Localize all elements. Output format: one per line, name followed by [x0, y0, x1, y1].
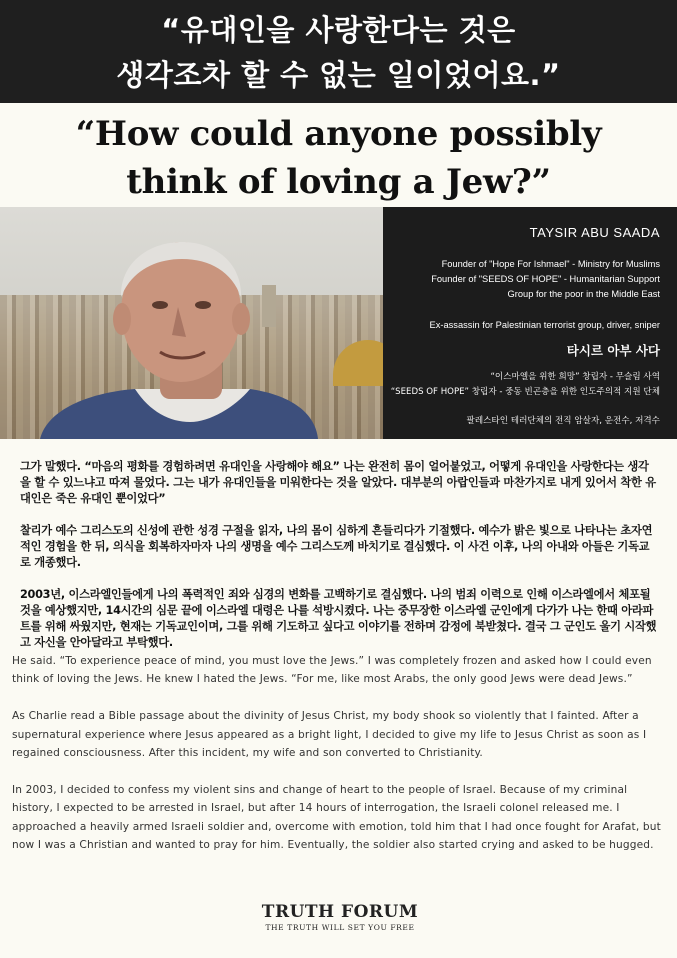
profile-role-en: Group for the poor in the Middle East [507, 289, 660, 299]
korean-testimony [20, 459, 658, 667]
profile-roles-kr [375, 370, 660, 399]
korean-paragraph: 그가 말했다. “마음의 평화를 경험하려면 유대인을 사랑해야 해요” 나는 완전히 몸이 얼어붙었고, 어떻게 유대인을 사랑한다는 생각을 할 수 있느냐고 따져 물었다. 그는 내가 유대인들을 미워한다는 것을 알았다. 대부분의 아랍인들과 마찬가지로 내게 있어서 착한 유대인은 죽은 유대인 뿐이었다” [20, 460, 656, 505]
profile-name-kr: 타시르 아부 사다 [566, 343, 660, 358]
english-paragraph: He said. “To experience peace of mind, you must love the Jews.” I was completely frozen and asked how I could even think of loving the Jews. He knew I hated the Jews. “For me, like most Arabs, the only good Jews were dead Jews.” [12, 655, 652, 686]
profile-past-en: Ex-assassin for Palestinian terrorist group, driver, sniper [429, 320, 660, 330]
profile-past-kr: 팔레스타인 테러단체의 전직 암살자, 운전수, 저격수 [466, 416, 660, 426]
korean-paragraph: 찰리가 예수 그리스도의 신성에 관한 성경 구절을 읽자, 나의 몸이 심하게 흔들리다가 기절했다. 예수가 밝은 빛으로 나타나는 초자연적인 경험을 한 뒤, 의식을 회복하자마자 나의 생명을 예수 그리스도께 바치기로 결심했다. 이 사건 이후, 나의 아내와 아들은 기독교로 개종했다. [20, 524, 653, 569]
profile-role-en: Founder of "SEEDS OF HOPE" - Humanitarian Support [431, 274, 660, 284]
english-title [0, 110, 677, 206]
profile-band [0, 207, 677, 439]
korean-title-line-1: “유대인을 사랑한다는 것은 [161, 13, 516, 47]
truth-forum-logo [240, 902, 440, 934]
korean-title [0, 0, 677, 98]
logo-tagline: THE TRUTH WILL SET YOU FREE [265, 923, 415, 932]
english-title-line-2: think of loving a Jew?” [126, 162, 551, 202]
english-title-line-1: “How could anyone possibly [75, 114, 602, 154]
english-paragraph: As Charlie read a Bible passage about the divinity of Jesus Christ, my body shook so violently that I fainted. After a supernatural experience where Jesus appeared as a bright light, I decided to give my life to Jesus Christ as soon as I regained consciousness. After this incident, my wife and son converted to Christianity. [12, 710, 647, 760]
korean-paragraph: 2003년, 이스라엘인들에게 나의 폭력적인 죄와 심경의 변화를 고백하기로 결심했다. 나의 범죄 이력으로 인해 이스라엘에서 체포될 것을 예상했지만, 14시간의 심문 끝에 이스라엘 대령은 나를 석방시켰다. 나는 중무장한 이스라엘 군인에게 다가가 나는 한때 아라파트를 위해 싸웠지만, 현재는 기독교인이며, 그를 위해 기도하고 싶다고 이야기를 전하며 감정에 북받쳤다. 결국 그 군인도 울기 시작했고 자신을 안아달라고 부탁했다. [20, 588, 657, 649]
profile-roles-en [380, 257, 660, 302]
english-paragraph: In 2003, I decided to confess my violent sins and change of heart to the people of Israel. Because of my criminal history, I expected to be arrested in Israel, but after 14 hours of interrogation, the Israeli colonel released me. I approached a heavily armed Israeli soldier and, overcome with emotion, told him that I had once fought for Arafat, but now I was a Christian and wanted to pray for him. Eventually, the soldier also started crying and asked to be hugged. [12, 783, 661, 852]
profile-role-en: Founder of "Hope For Ishmael" - Ministry for Muslims [441, 259, 660, 269]
profile-info-panel [383, 207, 677, 439]
english-testimony [12, 652, 668, 873]
portrait-photo [0, 207, 383, 439]
korean-title-line-2: 생각조차 할 수 없는 일이었어요.” [116, 58, 561, 92]
man-portrait [0, 207, 383, 439]
profile-role-kr: “SEEDS OF HOPE” 창립자 - 중동 빈곤층을 위한 인도주의적 지원 단체 [390, 386, 660, 397]
profile-name-en: TAYSIR ABU SAADA [529, 225, 660, 240]
korean-title-banner [0, 0, 677, 103]
logo-wordmark: TRUTH FORUM [261, 902, 419, 922]
profile-role-kr: “이스마엘을 위한 희망” 창립자 - 무슬림 사역 [490, 372, 660, 382]
